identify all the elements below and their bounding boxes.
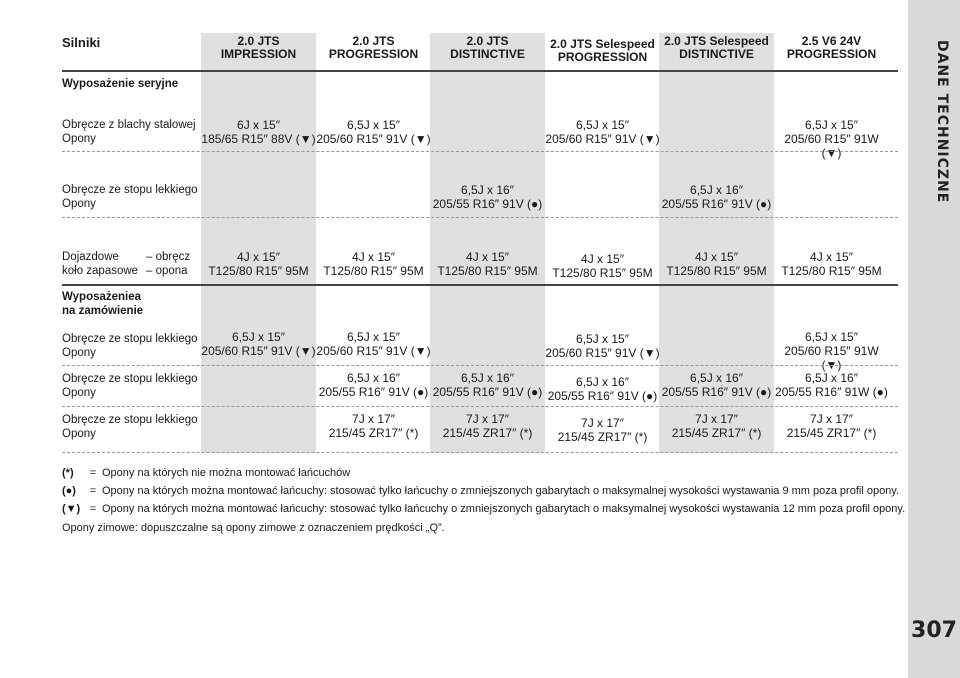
footnote-2: (●) = Opony na których można montować łańcuchy: stosować tylko łańcuchy o zmniejszonych gabarytach o maksymalnej wysokości wystawania 9 mm poza profil opony. xyxy=(62,485,900,497)
column-header-2 xyxy=(316,35,431,61)
header-divider xyxy=(62,70,898,72)
row-5-cell-4: 6,5J x 16″ 205/55 R16″ 91V (●) xyxy=(547,375,658,403)
table-bottom-line xyxy=(62,452,898,453)
column-header-2-line2: PROGRESSION xyxy=(328,47,419,61)
row-3-label1b: – obręcz xyxy=(146,251,191,263)
column-header-1 xyxy=(201,35,316,61)
column-header-3-line1: 2.0 JTS xyxy=(466,34,509,48)
footnote-2-text: Opony na których można montować łańcuchy: stosować tylko łańcuchy o zmniejszonych gabarytach o maksymalnej wysokości wystawania 9 mm poza profil opony. xyxy=(102,485,900,497)
row-5-cell-3: 6,5J x 16″ 205/55 R16″ 91V (●) xyxy=(432,371,543,399)
row-3-label1: Dojazdowe xyxy=(62,251,119,263)
group-standard: Wyposażenie seryjne xyxy=(62,78,179,90)
column-header-4-line2: PROGRESSION xyxy=(557,50,648,64)
column-header-1-line1: 2.0 JTS xyxy=(237,34,280,48)
row-3-cell-5: 4J x 15″ T125/80 R15″ 95M xyxy=(666,250,767,278)
footnote-1-text: Opony na których nie można montować łańcuchów xyxy=(102,467,351,479)
row-2-label2: Opony xyxy=(62,198,96,210)
section-tab xyxy=(908,0,960,678)
row-3-cell-6: 4J x 15″ T125/80 R15″ 95M xyxy=(781,250,882,278)
row-1-cell-6: 6,5J x 15″ 205/60 R15″ 91W (▼) xyxy=(784,118,879,160)
column-header-6-line1: 2.5 V6 24V xyxy=(801,34,862,48)
row-6-cell-4: 7J x 17″ 215/45 ZR17″ (*) xyxy=(557,416,648,444)
row-4-cell-2: 6,5J x 15″ 205/60 R15″ 91V (▼) xyxy=(316,330,431,358)
row-5-cell-2: 6,5J x 16″ 205/55 R16″ 91V (●) xyxy=(318,371,429,399)
row-title: Silniki xyxy=(62,35,101,50)
footnote-2-symbol: (●) xyxy=(62,485,76,497)
column-header-4 xyxy=(545,38,660,64)
row-2-label xyxy=(62,183,198,211)
footnote-1-symbol: (*) xyxy=(62,467,74,479)
row-4-cell-6: 6,5J x 15″ 205/60 R15″ 91W (▼) xyxy=(784,330,879,372)
column-header-5-line2: DISTINCTIVE xyxy=(679,47,754,61)
row-1-cell-4: 6,5J x 15″ 205/60 R15″ 91V (▼) xyxy=(545,118,660,146)
row-4-cell-1: 6,5J x 15″ 205/60 R15″ 91V (▼) xyxy=(201,330,316,358)
row-3-cell-4: 4J x 15″ T125/80 R15″ 95M xyxy=(552,252,653,280)
row-divider-5 xyxy=(62,406,898,407)
winter-tyres-note: Opony zimowe: dopuszczalne są opony zimowe z oznaczeniem prędkości „Q”. xyxy=(62,522,445,534)
row-1-label xyxy=(62,118,196,146)
column-shade-1 xyxy=(201,33,316,453)
group-divider xyxy=(62,284,898,286)
page-number: 307 xyxy=(911,618,957,643)
column-header-2-line1: 2.0 JTS xyxy=(352,34,395,48)
row-3-cell-2: 4J x 15″ T125/80 R15″ 95M xyxy=(323,250,424,278)
row-2-cell-5: 6,5J x 16″ 205/55 R16″ 91V (●) xyxy=(661,183,772,211)
row-3-label2: koło zapasowe xyxy=(62,265,139,277)
footnote-3-symbol: (▼) xyxy=(62,503,81,515)
row-1-label1: Obręcze z blachy stalowej xyxy=(62,119,196,131)
row-6-cell-2: 7J x 17″ 215/45 ZR17″ (*) xyxy=(328,412,419,440)
column-header-4-line1: 2.0 JTS Selespeed xyxy=(550,37,655,51)
row-2-cell-3: 6,5J x 16″ 205/55 R16″ 91V (●) xyxy=(432,183,543,211)
row-5-label1: Obręcze ze stopu lekkiego xyxy=(62,373,198,385)
column-header-5-line1: 2.0 JTS Selespeed xyxy=(664,34,769,48)
row-4-label xyxy=(62,332,198,360)
row-2-label1: Obręcze ze stopu lekkiego xyxy=(62,184,198,196)
column-header-3-line2: DISTINCTIVE xyxy=(450,47,525,61)
row-divider-2 xyxy=(62,217,898,218)
row-3-cell-1: 4J x 15″ T125/80 R15″ 95M xyxy=(208,250,309,278)
row-divider-4 xyxy=(62,365,898,366)
footnote-1: (*) = Opony na których nie można montować łańcuchów xyxy=(62,467,351,479)
row-1-cell-1: 6J x 15″ 185/65 R15″ 88V (▼) xyxy=(201,118,316,146)
group-optional-line1: Wyposażeniea xyxy=(62,291,142,303)
row-1-cell-2: 6,5J x 15″ 205/60 R15″ 91V (▼) xyxy=(316,118,431,146)
row-3-label xyxy=(62,250,197,278)
group-optional xyxy=(62,290,143,318)
row-6-label2: Opony xyxy=(62,428,96,440)
row-6-cell-3: 7J x 17″ 215/45 ZR17″ (*) xyxy=(442,412,533,440)
row-divider-1 xyxy=(62,151,898,152)
column-header-3 xyxy=(430,35,545,61)
footnote-3-text: Opony na których można montować łańcuchy: stosować tylko łańcuchy o zmniejszonych gabarytach o maksymalnej wysokości wystawania 12 mm poza profil opony. xyxy=(102,503,906,515)
row-3-label2b: – opona xyxy=(146,265,188,277)
row-5-label2: Opony xyxy=(62,387,96,399)
group-optional-line2: na zamówienie xyxy=(62,305,144,317)
row-5-cell-5: 6,5J x 16″ 205/55 R16″ 91V (●) xyxy=(661,371,772,399)
section-title: DANE TECHNICZNE xyxy=(934,40,950,204)
row-3-cell-3: 4J x 15″ T125/80 R15″ 95M xyxy=(437,250,538,278)
column-header-1-line2: IMPRESSION xyxy=(220,47,297,61)
row-6-cell-5: 7J x 17″ 215/45 ZR17″ (*) xyxy=(671,412,762,440)
row-6-label xyxy=(62,413,198,441)
column-header-6-line2: PROGRESSION xyxy=(786,47,877,61)
row-4-label2: Opony xyxy=(62,347,96,359)
footnote-3: (▼) = Opony na których można montować łańcuchy: stosować tylko łańcuchy o zmniejszonych gabarytach o maksymalnej wysokości wystawania 12 mm poza profil opony. xyxy=(62,503,906,515)
row-6-label1: Obręcze ze stopu lekkiego xyxy=(62,414,198,426)
row-6-cell-6: 7J x 17″ 215/45 ZR17″ (*) xyxy=(786,412,877,440)
row-5-cell-6: 6,5J x 16″ 205/55 R16″ 91W (●) xyxy=(775,371,888,399)
row-4-label1: Obręcze ze stopu lekkiego xyxy=(62,333,198,345)
column-header-6 xyxy=(774,35,889,61)
row-5-label xyxy=(62,372,198,400)
row-1-label2: Opony xyxy=(62,133,96,145)
row-4-cell-4: 6,5J x 15″ 205/60 R15″ 91V (▼) xyxy=(545,332,660,360)
column-header-5 xyxy=(659,35,774,61)
